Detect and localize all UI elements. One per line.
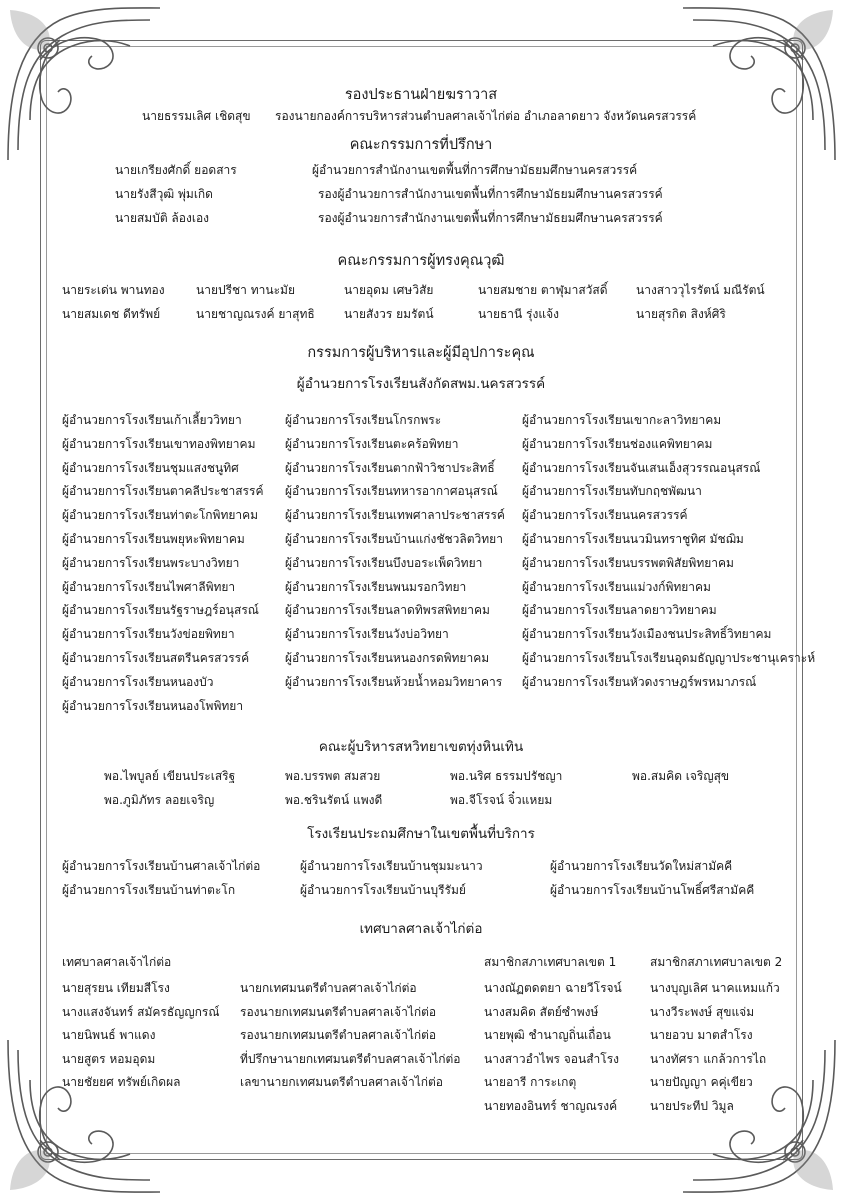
school-director-item: ผู้อำนวยการโรงเรียนพระบางวิทยา	[62, 555, 240, 570]
municipality-member-position: รองนายกเทศมนตรีตำบลศาลเจ้าไก่ต่อ	[240, 1004, 437, 1019]
school-director-item: ผู้อำนวยการโรงเรียนวังบ่อวิทยา	[285, 627, 449, 642]
corner-ornament-icon	[673, 0, 843, 170]
vice-chair-position: รองนายกองค์การบริหารส่วนตำบลศาลเจ้าไก่ต่อ อำเภอลาดยาว จังหวัดนครสวรรค์	[275, 109, 697, 123]
school-director-item: ผู้อำนวยการโรงเรียนเก้าเลี้ยววิทยา	[62, 413, 242, 427]
zone-1-member: นางณัฏตดตยา ฉายวีโรจน์	[484, 981, 622, 995]
zone-1-member: นายอารี การะเกตุ	[484, 1075, 577, 1089]
municipality-member-name: นายนิพนธ์ พาแดง	[62, 1028, 156, 1042]
municipality-heading: เทศบาลศาลเจ้าไก่ต่อ	[62, 955, 172, 969]
primary-school-director: ผู้อำนวยการโรงเรียนวัดใหม่สามัคคี	[550, 859, 733, 873]
school-director-item: ผู้อำนวยการโรงเรียนตากฟ้าวิชาประสิทธิ์	[285, 460, 495, 475]
zone-1-heading: สมาชิกสภาเทศบาลเขต 1	[484, 955, 617, 969]
school-director-item: ผู้อำนวยการโรงเรียนจันเสนเอ็งสุวรรณอนุสรณ์	[522, 460, 761, 475]
section-title-executives: กรรมการผู้บริหารและผู้มีอุปการะคุณ	[307, 345, 535, 361]
municipality-member-position: นายกเทศมนตรีตำบลศาลเจ้าไก่ต่อ	[240, 981, 417, 995]
consortium-name: พอ.ภูมิภัทร ลอยเจริญ	[104, 793, 215, 807]
primary-school-director: ผู้อำนวยการโรงเรียนบ้านโพธิ์ศรีสามัคคี	[550, 883, 755, 897]
primary-school-director: ผู้อำนวยการโรงเรียนบ้านบุรีรัมย์	[300, 883, 466, 897]
consortium-name: พอ.สมคิด เจริญสุข	[632, 769, 730, 783]
school-director-item: ผู้อำนวยการโรงเรียนตาคลีประชาสรรค์	[62, 484, 264, 499]
expert-name: นายสมชาย ตาฬุมาสวัสดิ์	[478, 283, 608, 297]
section-title-experts: คณะกรรมการผู้ทรงคุณวุฒิ	[337, 253, 505, 269]
section-title-primary-schools: โรงเรียนประถมศึกษาในเขตพื้นที่บริการ	[307, 826, 535, 842]
school-director-item: ผู้อำนวยการโรงเรียนพยุหะพิทยาคม	[62, 532, 245, 546]
school-director-item: ผู้อำนวยการโรงเรียนวังเมืองชนประสิทธิ์วิทยาคม	[522, 627, 772, 642]
school-director-item: ผู้อำนวยการโรงเรียนชุมแสงชนูทิศ	[62, 460, 239, 475]
school-director-item: ผู้อำนวยการโรงเรียนหนองกรดพิทยาคม	[285, 651, 490, 665]
advisor-position: รองผู้อำนวยการสำนักงานเขตพื้นที่การศึกษามัธยมศึกษานครสวรรค์	[318, 211, 663, 225]
zone-1-member: นายทองอินทร์ ชาญณรงค์	[484, 1098, 618, 1113]
school-director-item: ผู้อำนวยการโรงเรียนช่องแคพิทยาคม	[522, 436, 713, 451]
school-director-item: ผู้อำนวยการโรงเรียนเขากะลาวิทยาคม	[522, 413, 722, 427]
school-director-item: ผู้อำนวยการโรงเรียนเทพศาลาประชาสรรค์	[285, 508, 505, 523]
zone-2-heading: สมาชิกสภาเทศบาลเขต 2	[650, 955, 783, 969]
expert-name: นายระเด่น พานทอง	[62, 283, 165, 297]
school-director-item: ผู้อำนวยการโรงเรียนสตรีนครสวรรค์	[62, 651, 250, 665]
school-director-item: ผู้อำนวยการโรงเรียนรัฐราษฎร์อนุสรณ์	[62, 603, 259, 618]
school-director-item: ผู้อำนวยการโรงเรียนไพศาลีพิทยา	[62, 579, 236, 594]
school-director-item: ผู้อำนวยการโรงเรียนโรงเรียนอุดมธัญญาประชานุเคราะห์	[522, 651, 816, 665]
school-director-item: ผู้อำนวยการโรงเรียนบ้านแก่งชัชวลิตวิทยา	[285, 532, 503, 546]
primary-school-director: ผู้อำนวยการโรงเรียนบ้านท่าตะโก	[62, 883, 236, 897]
zone-1-member: นายพุฒิ ชำนาญถิ่นเถื่อน	[484, 1028, 611, 1042]
school-director-item: ผู้อำนวยการโรงเรียนลาดยาววิทยาคม	[522, 603, 717, 618]
section-title-vice-chair: รองประธานฝ่ายฆราวาส	[344, 87, 498, 103]
advisor-name: นายรังสีวุฒิ พุ่มเกิด	[115, 187, 213, 201]
expert-name: นายชาญณรงค์ ยาสุทธิ	[196, 307, 315, 321]
school-director-item: ผู้อำนวยการโรงเรียนเขาทองพิทยาคม	[62, 436, 256, 451]
consortium-name: พอ.ชรินรัตน์ แพงดี	[285, 793, 383, 807]
school-director-item: ผู้อำนวยการโรงเรียนหัวดงราษฎร์พรหมาภรณ์	[522, 674, 757, 689]
consortium-name: พอ.ไพบูลย์ เขียนประเสริฐ	[104, 769, 236, 783]
school-director-item: ผู้อำนวยการโรงเรียนหนองโพพิทยา	[62, 698, 244, 713]
advisor-name: นายเกรียงศักดิ์ ยอดสาร	[115, 163, 237, 177]
consortium-name: พอ.จีโรจน์ จิ๋วแหยม	[450, 793, 553, 807]
municipality-member-position: เลขานายกเทศมนตรีตำบลศาลเจ้าไก่ต่อ	[240, 1075, 443, 1089]
zone-2-member: นางบุญเลิศ นาคแหมแก้ว	[650, 981, 780, 995]
expert-name: นางสาววุไรรัตน์ มณีรัตน์	[636, 283, 765, 297]
school-director-item: ผู้อำนวยการโรงเรียนทหารอากาศอนุสรณ์	[285, 484, 498, 499]
zone-2-member: นายประทีป วิมูล	[650, 1098, 734, 1113]
municipality-member-position: ที่ปรึกษานายกเทศมนตรีตำบลศาลเจ้าไก่ต่อ	[240, 1051, 461, 1066]
consortium-name: พอ.บรรพต สมสวย	[285, 769, 381, 783]
zone-2-member: นายปัญญา คคุ่เขียว	[650, 1075, 753, 1089]
zone-1-member: นางสมคิด สัตย์ซำพงษ์	[484, 1004, 599, 1019]
municipality-member-name: นายสุรยน เทียมสีโรง	[62, 981, 170, 995]
zone-2-member: นายอวบ มาตสำโรง	[650, 1028, 753, 1042]
section-title-advisors: คณะกรรมการที่ปรึกษา	[349, 137, 493, 153]
school-director-item: ผู้อำนวยการโรงเรียนนครสวรรค์	[522, 508, 688, 523]
municipality-member-name: นายสูตร หอมอุดม	[62, 1051, 156, 1066]
school-director-item: ผู้อำนวยการโรงเรียนหนองบัว	[62, 674, 214, 689]
school-director-item: ผู้อำนวยการโรงเรียนพนมรอกวิทยา	[285, 579, 467, 594]
school-director-item: ผู้อำนวยการโรงเรียนบรรพตพิสัยพิทยาคม	[522, 555, 734, 570]
advisor-position: รองผู้อำนวยการสำนักงานเขตพื้นที่การศึกษามัธยมศึกษานครสวรรค์	[318, 187, 663, 201]
school-director-item: ผู้อำนวยการโรงเรียนบึงบอระเพ็ดวิทยา	[285, 555, 483, 570]
advisor-position: ผู้อำนวยการสำนักงานเขตพื้นที่การศึกษามัธยมศึกษานครสวรรค์	[312, 163, 638, 177]
school-director-item: ผู้อำนวยการโรงเรียนนวมินทราชูทิศ มัชฌิม	[522, 532, 744, 546]
school-director-item: ผู้อำนวยการโรงเรียนแม่วงก์พิทยาคม	[522, 579, 711, 594]
municipality-member-position: รองนายกเทศมนตรีตำบลศาลเจ้าไก่ต่อ	[240, 1028, 437, 1042]
expert-name: นายสมเดช ดีทรัพย์	[62, 307, 161, 321]
school-director-item: ผู้อำนวยการโรงเรียนโกรกพระ	[285, 413, 442, 427]
zone-2-member: นางทัศรา แกล้วการไถ	[650, 1051, 767, 1066]
school-director-item: ผู้อำนวยการโรงเรียนห้วยน้ำหอมวิทยาคาร	[285, 674, 503, 689]
school-director-item: ผู้อำนวยการโรงเรียนท่าตะโกพิทยาคม	[62, 508, 259, 523]
expert-name: นายอุดม เศษวิสัย	[344, 283, 434, 297]
primary-school-director: ผู้อำนวยการโรงเรียนบ้านชุมมะนาว	[300, 859, 483, 873]
school-director-item: ผู้อำนวยการโรงเรียนตะคร้อพิทยา	[285, 436, 459, 451]
municipality-member-name: นางแสงจันทร์ สมัครธัญญกรณ์	[62, 1004, 220, 1019]
section-subtitle-school-directors: ผู้อำนวยการโรงเรียนสังกัดสพม.นครสวรรค์	[296, 376, 546, 392]
primary-school-director: ผู้อำนวยการโรงเรียนบ้านศาลเจ้าไก่ต่อ	[62, 859, 261, 873]
zone-1-member: นางสาวอำไพร จอนสำโรง	[484, 1051, 620, 1066]
zone-2-member: นางวีระพงษ์ สุขแจ่ม	[650, 1004, 755, 1019]
consortium-name: พอ.นริศ ธรรมปรัชญา	[450, 769, 563, 783]
school-director-item: ผู้อำนวยการโรงเรียนวังข่อยพิทยา	[62, 627, 235, 642]
expert-name: นายธานี รุ่งแจ้ง	[478, 307, 559, 321]
section-title-municipality: เทศบาลศาลเจ้าไก่ต่อ	[359, 921, 483, 937]
corner-ornament-icon	[0, 0, 170, 170]
school-director-item: ผู้อำนวยการโรงเรียนทับกฤชพัฒนา	[522, 484, 702, 499]
vice-chair-name: นายธรรมเลิศ เชิดสุข	[142, 109, 251, 123]
expert-name: นายปรีชา ทานะมัย	[196, 283, 295, 297]
expert-name: นายสังวร ยมรัตน์	[344, 307, 434, 321]
municipality-member-name: นายชัยยศ ทรัพย์เกิดผล	[62, 1075, 181, 1089]
advisor-name: นายสมบัติ ล้องเอง	[115, 211, 210, 225]
school-director-item: ผู้อำนวยการโรงเรียนลาดทิพรสพิทยาคม	[285, 603, 490, 618]
section-title-consortium: คณะผู้บริหารสหวิทยาเขตทุ่งหินเทิน	[318, 739, 524, 755]
expert-name: นายสุรกิต สิงห์ศิริ	[636, 307, 726, 321]
